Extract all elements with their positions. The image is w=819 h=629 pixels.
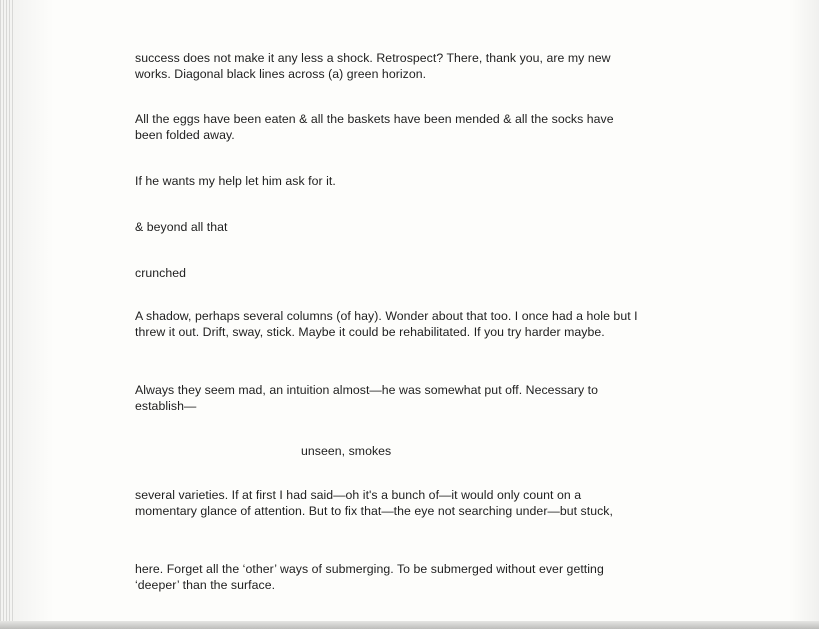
right-edge-shadow — [789, 0, 819, 629]
paragraph-10: here. Forget all the ‘other’ ways of submerging. To be submerged without ever getting ‘deeper’ than the surface. — [135, 562, 604, 592]
paragraph-7: Always they seem mad, an intuition almost—he was somewhat put off. Necessary to establish— — [135, 383, 599, 413]
paragraph-9: several varieties. If at first I had said—oh it's a bunch of—it would only count on a momentary glance of attention. But to fix that—the eye not searching under—but stuck, — [135, 488, 613, 518]
paragraph-5: crunched — [135, 266, 186, 280]
page-bottom-edge — [0, 621, 819, 629]
paragraph-4: & beyond all that — [135, 220, 228, 234]
paragraph-6: A shadow, perhaps several columns (of hay). Wonder about that too. I once had a hole but I threw it out. Drift, sway, stick. Maybe it could be rehabilitated. If you try harder maybe. — [135, 309, 638, 339]
paragraph-3: If he wants my help let him ask for it. — [135, 174, 336, 188]
gutter-shadow — [14, 0, 54, 629]
paragraph-1: success does not make it any less a shock. Retrospect? There, thank you, are my new works. Diagonal black lines across (a) green horizon. — [135, 51, 611, 81]
paragraph-2: All the eggs have been eaten & all the baskets have been mended & all the socks have been folded away. — [135, 112, 614, 142]
page-edge-stack — [0, 0, 14, 629]
paragraph-8: unseen, smokes — [301, 444, 392, 458]
